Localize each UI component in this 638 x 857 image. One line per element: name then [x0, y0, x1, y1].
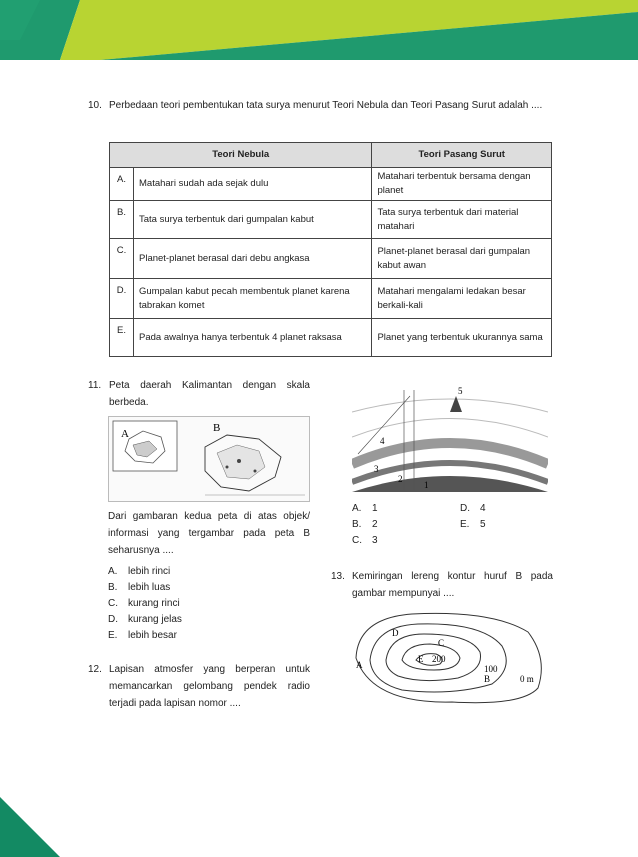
header-nebula: Teori Nebula — [110, 143, 372, 168]
option-label: A. — [108, 566, 118, 577]
layer-number: 4 — [380, 436, 385, 446]
map-label-b: B — [213, 422, 221, 434]
row-label: A. — [110, 168, 134, 201]
question-12 — [88, 661, 310, 712]
contour-label-c: C — [438, 638, 445, 648]
question-11-prompt: Dari gambaran kedua peta di atas objek/ informasi yang tergambar pada peta B seharusnya .... — [108, 511, 310, 556]
option-text: 2 — [372, 519, 378, 530]
option-text: 4 — [480, 503, 486, 514]
cell-pasang: Matahari terbentuk bersama dengan planet — [372, 168, 552, 201]
row-label: B. — [110, 201, 134, 239]
option-label: E. — [460, 519, 470, 530]
question-number: 10. — [88, 100, 102, 111]
option-e[interactable] — [460, 517, 520, 533]
option-text: 3 — [372, 535, 378, 546]
question-text: Kemiringan lereng kontur huruf B pada gambar mempunyai .... — [352, 571, 553, 599]
question-text: Perbedaan teori pembentukan tata surya menurut Teori Nebula dan Teori Pasang Surut adalah .... — [109, 100, 543, 111]
option-label: A. — [352, 503, 362, 514]
option-c[interactable] — [352, 533, 432, 549]
question-text: Lapisan atmosfer yang berperan untuk memancarkan gelombang pendek radio terjadi pada lapisan nomor .... — [109, 664, 310, 709]
option-label: B. — [352, 519, 362, 530]
option-label: B. — [108, 582, 118, 593]
cell-pasang: Planet-planet berasal dari gumpalan kabut awan — [372, 239, 552, 279]
contour-label-b: B — [484, 674, 491, 684]
cell-pasang: Matahari mengalami ledakan besar berkali-kali — [372, 279, 552, 319]
option-text: kurang rinci — [128, 598, 180, 609]
table-header-row — [110, 143, 552, 168]
cell-nebula: Tata surya terbentuk dari gumpalan kabut — [134, 201, 372, 239]
table-row — [110, 239, 552, 279]
question-number: 12. — [88, 664, 102, 675]
contour-height-100: 100 — [484, 664, 498, 674]
cell-nebula: Planet-planet berasal dari debu angkasa — [134, 239, 372, 279]
option-label: E. — [108, 630, 118, 641]
option-text: lebih luas — [128, 582, 171, 593]
footer-corner — [0, 797, 60, 857]
option-b[interactable] — [108, 580, 182, 596]
option-e[interactable] — [108, 628, 182, 644]
cell-pasang: Tata surya terbentuk dari material matahari — [372, 201, 552, 239]
option-a[interactable] — [352, 501, 432, 517]
question-text: Peta daerah Kalimantan dengan skala berbeda. — [109, 380, 310, 408]
table-row — [110, 168, 552, 201]
cell-pasang: Planet yang terbentuk ukurannya sama — [372, 319, 552, 357]
option-d[interactable] — [108, 612, 182, 628]
option-text: lebih besar — [128, 630, 177, 641]
question-11-options — [108, 564, 182, 644]
layer-number: 1 — [424, 480, 429, 490]
question-10 — [88, 97, 558, 114]
contour-height-0: 0 m — [520, 674, 534, 684]
table-row — [110, 279, 552, 319]
option-text: 1 — [372, 503, 378, 514]
option-text: lebih rinci — [128, 566, 171, 577]
header-banner — [0, 0, 638, 60]
atmosphere-layers-figure — [352, 382, 548, 492]
option-label: C. — [108, 598, 118, 609]
contour-label-a: A — [356, 660, 363, 670]
option-text: kurang jelas — [128, 614, 182, 625]
row-label: C. — [110, 239, 134, 279]
row-label: D. — [110, 279, 134, 319]
layer-number: 2 — [398, 474, 403, 484]
question-13 — [331, 568, 553, 602]
option-a[interactable] — [108, 564, 182, 580]
question-number: 13. — [331, 571, 345, 582]
question-number: 11. — [88, 380, 102, 391]
option-label: D. — [460, 503, 470, 514]
table-row — [110, 319, 552, 357]
contour-map-figure — [352, 608, 548, 708]
table-row — [110, 201, 552, 239]
contour-label-e: E — [418, 654, 424, 664]
header-pasang-surut: Teori Pasang Surut — [372, 143, 552, 168]
row-label: E. — [110, 319, 134, 357]
kalimantan-map-figure — [108, 416, 310, 502]
option-text: 5 — [480, 519, 486, 530]
contour-label-d: D — [392, 628, 399, 638]
option-label: D. — [108, 614, 118, 625]
cell-nebula: Pada awalnya hanya terbentuk 4 planet raksasa — [134, 319, 372, 357]
option-c[interactable] — [108, 596, 182, 612]
contour-height-200: 200 — [432, 654, 446, 664]
theory-table — [109, 142, 552, 357]
cell-nebula: Matahari sudah ada sejak dulu — [134, 168, 372, 201]
layer-number: 3 — [374, 464, 379, 474]
question-11 — [88, 377, 310, 411]
option-d[interactable] — [460, 501, 520, 517]
option-label: C. — [352, 535, 362, 546]
map-label-a: A — [121, 428, 129, 440]
cell-nebula: Gumpalan kabut pecah membentuk planet karena tabrakan komet — [134, 279, 372, 319]
option-b[interactable] — [352, 517, 432, 533]
layer-number: 5 — [458, 386, 463, 396]
